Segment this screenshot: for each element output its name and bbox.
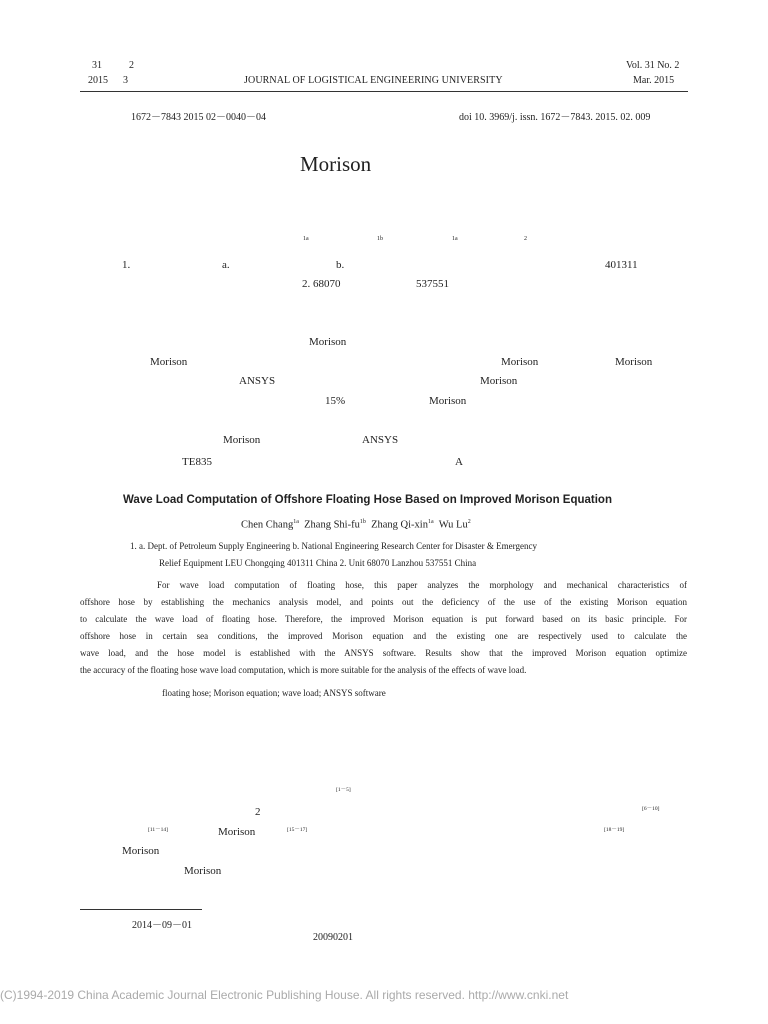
abstract-cn-frag: Morison — [615, 356, 653, 368]
abstract-cn-frag: Morison — [150, 356, 188, 368]
author-sup-1: 1a — [303, 236, 309, 242]
author-en: Zhang Qi-xin — [371, 519, 428, 531]
header-month: 3 — [123, 75, 128, 86]
abstract-en-line: For wave load computation of floating hose, this paper analyzes the morphology and mechanical characteristics of — [157, 580, 687, 590]
author-en: Chen Chang — [241, 519, 294, 531]
document-code: A — [455, 456, 463, 468]
author-sup-2: 1b — [377, 236, 383, 242]
author-en: Wu Lu — [438, 519, 468, 531]
affil-cn-b: b. — [336, 259, 345, 271]
header-date-en: Mar. 2015 — [633, 75, 675, 86]
abstract-cn-frag: Morison — [480, 375, 518, 387]
fund-number: 20090201 — [313, 932, 353, 943]
affil-cn-zip1: 401311 — [605, 259, 638, 271]
doi: doi 10. 3969/j. issn. 1672－7843. 2015. 02. 009 — [459, 112, 651, 123]
affil-cn-a: a. — [222, 259, 230, 271]
affil-en-line2: Relief Equipment LEU Chongqing 401311 China 2. Unit 68070 Lanzhou 537551 China — [159, 558, 477, 568]
affil-en-line1: 1. a. Dept. of Petroleum Supply Engineering b. National Engineering Research Center for Disaster & Emergency — [130, 541, 537, 551]
header-year: 2015 — [88, 75, 108, 86]
author-sup-3: 1a — [452, 236, 458, 242]
keywords-en: floating hose; Morison equation; wave load; ANSYS software — [162, 688, 386, 698]
citation-ref: [6－10] — [642, 806, 660, 812]
title-en: Wave Load Computation of Offshore Floating Hose Based on Improved Morison Equation — [123, 494, 612, 506]
citation-ref: [1－5] — [336, 787, 351, 793]
abstract-cn-frag: ANSYS — [239, 375, 276, 387]
abstract-en-line: offshore hose in certain sea conditions, the improved Morison equation and the existing one are respectively used to calculate the — [80, 631, 687, 641]
affil-cn-zip2: 537551 — [416, 278, 449, 290]
header-rule — [80, 91, 688, 92]
copyright-footer: (C)1994-2019 China Academic Journal Electronic Publishing House. All rights reserved. http://www.cnki.net — [0, 988, 569, 1002]
issn-code: 1672－7843 2015 02－0040－04 — [131, 112, 266, 123]
keyword-cn: ANSYS — [362, 434, 399, 446]
citation-ref: [15－17] — [287, 827, 308, 833]
abstract-en-line: wave load, and the hose model is established with the ANSYS software. Results show that the improved Morison equation optimize — [80, 648, 687, 658]
body-morison: Morison — [218, 826, 256, 838]
citation-ref: [11－14] — [148, 827, 168, 833]
abstract-cn-frag: Morison — [501, 356, 539, 368]
authors-en: Chen Chang$^{1a}$ Zhang Shi-$fu^{1b}$ Zhang Qi-xin$^{1a}$ Wu Lu$^2$ — [241, 519, 471, 531]
journal-name: JOURNAL OF LOGISTICAL ENGINEERING UNIVERSITY — [244, 75, 503, 86]
header-volume: 31 — [92, 60, 102, 71]
affil-cn-num: 1. — [122, 259, 131, 271]
abstract-cn-frag: Morison — [429, 395, 467, 407]
header-issue: 2 — [129, 60, 134, 71]
clc-number: TE835 — [182, 456, 212, 468]
abstract-en-line: to calculate the wave load of floating hose. Therefore, the improved Morison equation is put forward based on its basic principle. For — [80, 614, 687, 624]
received-date: 2014－09－01 — [132, 920, 192, 931]
body-morison: Morison — [122, 845, 160, 857]
keyword-cn: Morison — [223, 434, 261, 446]
header-vol-issue-en: Vol. 31 No. 2 — [626, 60, 680, 71]
body-morison: Morison — [184, 865, 222, 877]
abstract-cn-frag: 15% — [325, 395, 346, 407]
body-number: 2 — [255, 806, 261, 818]
author-en: Zhang Shi-fu — [304, 519, 360, 531]
abstract-en-line: offshore hose by establishing the mechanics analysis model, and points out the deficiency of the use of the existing Morison equation — [80, 597, 687, 607]
citation-ref: [18－19] — [604, 827, 625, 833]
abstract-en-line: the accuracy of the floating hose wave load computation, which is more suitable for the analysis of the effects of wave load. — [80, 665, 527, 675]
affil-cn-unit: 2. 68070 — [302, 278, 341, 290]
abstract-cn-frag: Morison — [309, 336, 347, 348]
title-cn: Morison — [300, 152, 372, 176]
author-sup-4: 2 — [524, 236, 527, 242]
footnote-rule — [80, 909, 202, 910]
